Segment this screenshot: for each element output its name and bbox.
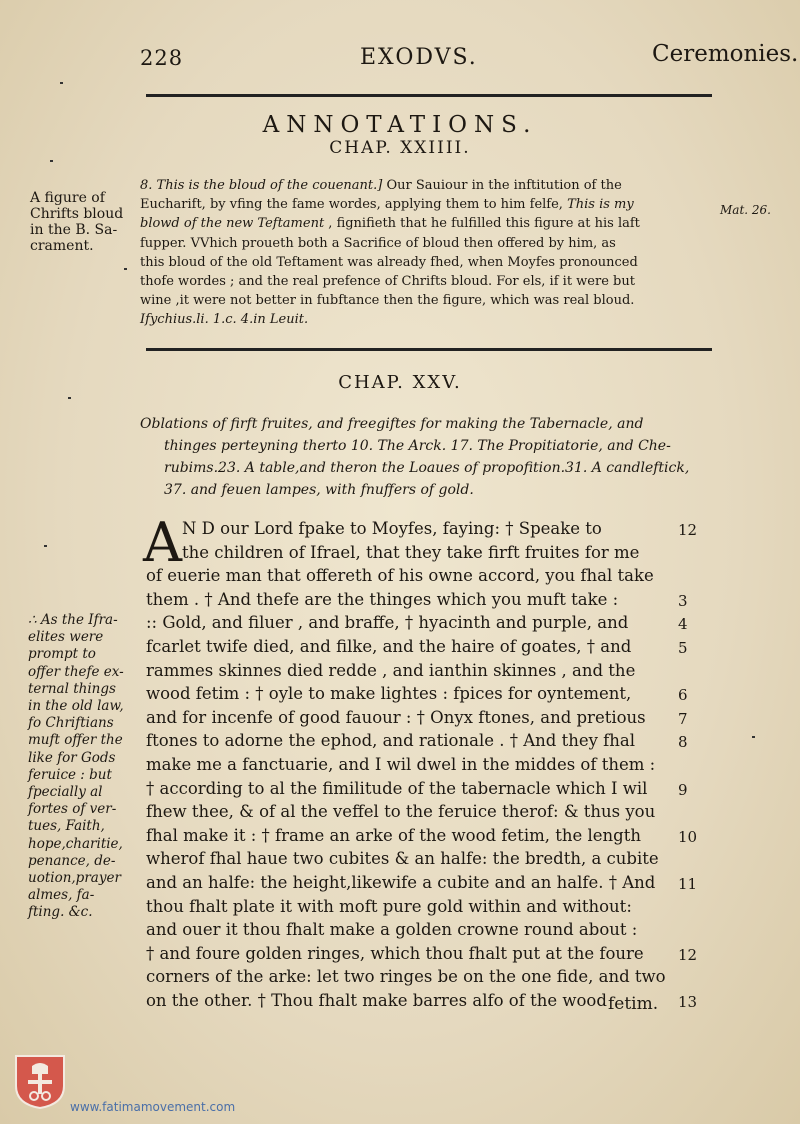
body-line: fhal make it : † frame an arke of the wood fetim, the length: [146, 825, 641, 845]
body-line: † and foure golden ringes, which thou fhalt put at the foure: [146, 943, 644, 963]
margin-note-line: hope,charitie,: [28, 835, 123, 852]
fatima-logo-icon: [12, 1052, 68, 1110]
verse-number: 12: [678, 945, 698, 964]
body-line: of euerie man that offereth of his owne accord, you fhal take: [146, 566, 654, 586]
body-line: N D our Lord fpake to Moyfes, faying: † Speake to: [182, 519, 602, 538]
verse-number: 9: [678, 780, 688, 799]
verse-number: 4: [678, 615, 688, 634]
catchword: fetim.: [608, 994, 659, 1014]
section-title: Ceremonies.: [652, 41, 799, 67]
ink-speck: [752, 736, 755, 738]
body-line: on the other. † Thou fhalt make barres alfo of the wood: [146, 991, 607, 1010]
verse-number: 6: [678, 686, 688, 705]
annotation-line: fupper. VVhich proueth both a Sacrifice of bloud then offered by him, as: [140, 235, 616, 251]
annotation-line: thofe wordes ; and the real prefence of Chrifts bloud. For els, if it were but: [140, 274, 635, 290]
cross-reference: Mat. 26.: [720, 203, 771, 217]
margin-note-line: prompt to: [28, 646, 96, 663]
ink-speck: [68, 397, 71, 399]
annotation-line: this bloud of the old Teftament was already fhed, when Moyfes pronounced: [140, 254, 638, 270]
margin-note-line: almes, fa-: [28, 887, 95, 904]
annotation-line: wine ,it were not better in fubftance then the figure, which was real bloud.: [140, 293, 635, 309]
ink-speck: [124, 268, 127, 270]
margin-note-line: ∴ As the Ifra-: [28, 612, 118, 628]
verse-number: 3: [678, 591, 688, 610]
body-line: thou fhalt plate it with moft pure gold within and without:: [146, 896, 632, 916]
body-line: fhew thee, & of al the veffel to the feruice therof: & thus you: [146, 802, 656, 822]
body-line: and for incenfe of good fauour : † Onyx ftones, and pretious: [146, 707, 646, 727]
annotation-line: blowd of the new Teftament , fignifieth that he fulfilled this figure at his laft: [140, 216, 640, 232]
body-line: wherof fhal haue two cubites & an halfe: the bredth, a cubite: [146, 849, 659, 869]
body-line: :: Gold, and filuer , and braffe, † hyacinth and purple, and: [146, 613, 629, 633]
verse-number: 11: [678, 875, 698, 893]
body-line: and ouer it thou fhalt make a golden crowne round about :: [146, 920, 638, 940]
annotation-sidenote: A figure of Chrifts bloud in the B. Sa- crament.: [30, 190, 124, 254]
margin-note-line: offer thefe ex-: [28, 663, 124, 680]
margin-note-line: tues, Faith,: [28, 818, 105, 835]
margin-note-line: feruice : but: [28, 766, 112, 783]
chapter-heading: CHAP. XXV.: [338, 372, 462, 393]
chapter-argument: Oblations of firft fruites, and freegiftes for making the Tabernacle, and thinges perteyning therto 10. The Arck. 17. The Propitiatorie, and Che- rubims.23. A table,and theron the Loaues of propofition.31. A candleftick, 37. and feuen lampes, with fnuffers of gold.: [140, 416, 690, 498]
body-line: rammes skinnes died redde , and ianthin skinnes , and the: [146, 660, 636, 680]
ink-speck: [44, 545, 47, 547]
watermark-link[interactable]: www.fatimamovement.com: [70, 1100, 236, 1114]
body-line: corners of the arke: let two ringes be on the one fide, and two: [146, 967, 666, 987]
ink-speck: [50, 160, 53, 162]
annotation-line: Ifychius.li. 1.c. 4.in Leuit.: [140, 312, 309, 328]
annotations-chapter: CHAP. XXIIII.: [329, 138, 471, 158]
header-rule: [146, 94, 712, 97]
body-line: them . † And thefe are the thinges which you muft take :: [146, 589, 619, 609]
margin-note-line: fortes of ver-: [28, 801, 117, 818]
annotation-text: [140, 176, 715, 330]
annotation-line: Eucharift, by vfing the fame wordes, applying them to him felfe, This is my: [140, 197, 634, 213]
margin-note-line: uotion,prayer: [28, 870, 121, 887]
body-line: † according to al the fimilitude of the tabernacle which I wil: [146, 778, 648, 798]
annotation-line: 8. This is the bloud of the couenant.] Our Sauiour in the inftitution of the: [140, 178, 622, 193]
verse-number: 7: [678, 709, 688, 728]
margin-note: [28, 612, 138, 922]
margin-note-line: fting. &c.: [28, 904, 93, 921]
verse-number: 13: [678, 993, 698, 1011]
margin-note-line: muft offer the: [28, 732, 123, 749]
body-line: fcarlet twife died, and filke, and the haire of goates, † and: [146, 637, 632, 656]
body-line: and an halfe: the height,likewife a cubite and an halfe. † And: [146, 873, 656, 892]
verse-number: 10: [678, 827, 698, 846]
body-line: the children of Ifrael, that they take firft fruites for me: [182, 542, 640, 562]
body-line: make me a fanctuarie, and I wil dwel in the middes of them :: [146, 755, 656, 774]
margin-note-line: like for Gods: [28, 749, 116, 766]
ink-speck: [60, 82, 63, 84]
verse-number: 12: [678, 521, 698, 539]
verse-number: 8: [678, 733, 688, 752]
page-number: 228: [140, 46, 184, 70]
body-line: ftones to adorne the ephod, and rationale . † And they fhal: [146, 731, 636, 751]
margin-note-line: ternal things: [28, 680, 116, 697]
margin-note-line: elites were: [28, 629, 104, 646]
section-rule: [146, 348, 712, 351]
margin-note-line: in the old law,: [28, 698, 124, 715]
margin-note-line: penance, de-: [28, 852, 116, 869]
body-line: wood fetim : † oyle to make lightes : fpices for oyntement,: [146, 684, 632, 704]
margin-note-line: fo Chriftians: [28, 715, 114, 732]
margin-note-line: fpecially al: [28, 784, 103, 801]
verse-number: 5: [678, 639, 688, 657]
book-title: EXODVS.: [360, 45, 478, 70]
drop-cap: A: [143, 511, 182, 574]
annotations-heading: ANNOTATIONS.: [262, 112, 538, 138]
